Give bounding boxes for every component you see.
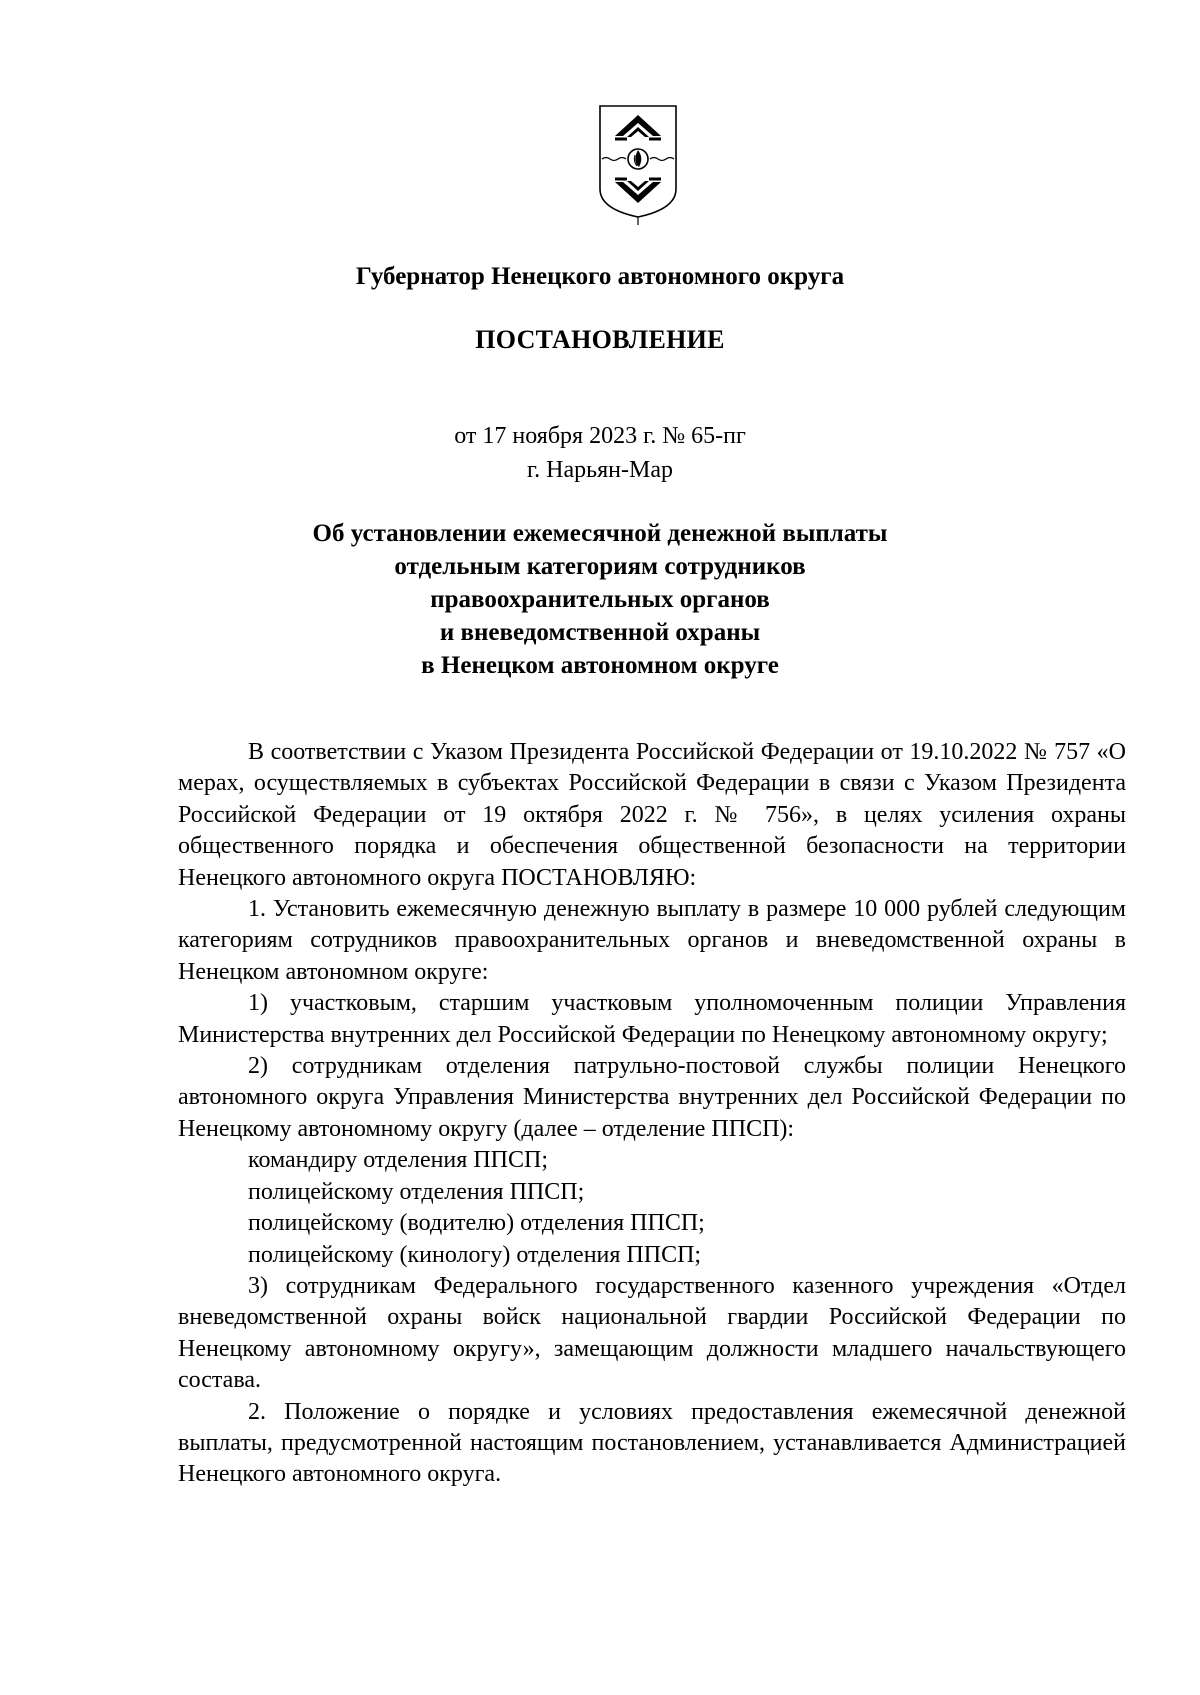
issuing-authority: Губернатор Ненецкого автономного округа — [355, 263, 845, 290]
document-body — [178, 737, 1126, 1491]
position-list-item: полицейскому отделения ППСП; — [248, 1178, 585, 1205]
title-line: правоохранительных органов — [430, 586, 770, 613]
title-line: Об установлении ежемесячной денежной выплаты — [312, 520, 888, 547]
subclause-2: 2) сотрудникам отделения патрульно-постовой службы полиции Ненецкого автономного округа Управления Министерства внутренних дел Российской Федерации по Ненецкому автономному округу (далее – отделение ППСП): — [178, 1053, 1126, 1142]
coat-of-arms-icon — [597, 103, 679, 227]
document-title — [0, 517, 1200, 682]
position-list-item: полицейскому (водителю) отделения ППСП; — [248, 1210, 705, 1237]
preamble-paragraph: В соответствии с Указом Президента Российской Федерации от 19.10.2022 № 757 «О мерах, осуществляемых в субъектах Российской Федерации в связи с Указом Президента Российской Федерации от 19 октября 2022 г. № 756», в целях усиления охраны общественного порядка и обеспечения общественной безопасности на территории Ненецкого автономного округа ПОСТАНОВЛЯЮ: — [178, 739, 1126, 891]
clause-1: 1. Установить ежемесячную денежную выплату в размере 10 000 рублей следующим категориям сотрудников правоохранительных органов и вневедомственной охраны в Ненецком автономном округе: — [178, 896, 1126, 985]
position-list-item: командиру отделения ППСП; — [248, 1147, 548, 1174]
document-city: г. Нарьян-Мар — [527, 457, 673, 483]
title-line: и вневедомственной охраны — [439, 619, 761, 646]
clause-2: 2. Положение о порядке и условиях предоставления ежемесячной денежной выплаты, предусмотренной настоящим постановлением, устанавливается Администрацией Ненецкого автономного округа. — [178, 1398, 1126, 1488]
position-list-item: полицейскому (кинологу) отделения ППСП; — [248, 1241, 702, 1268]
document-date-number: от 17 ноября 2023 г. № 65-пг — [454, 423, 746, 449]
subclause-1: 1) участковым, старшим участковым уполномоченным полиции Управления Министерства внутренних дел Российской Федерации по Ненецкому автономному округу; — [178, 990, 1126, 1048]
subclause-3: 3) сотрудникам Федерального государственного казенного учреждения «Отдел вневедомственной охраны войск национальной гвардии Российской Федерации по Ненецкому автономному округу», замещающим должности младшего начальствующего состава. — [178, 1272, 1126, 1394]
title-line: отдельным категориям сотрудников — [394, 553, 806, 580]
title-line: в Ненецком автономном округе — [421, 652, 779, 679]
document-type: ПОСТАНОВЛЕНИЕ — [475, 325, 725, 354]
